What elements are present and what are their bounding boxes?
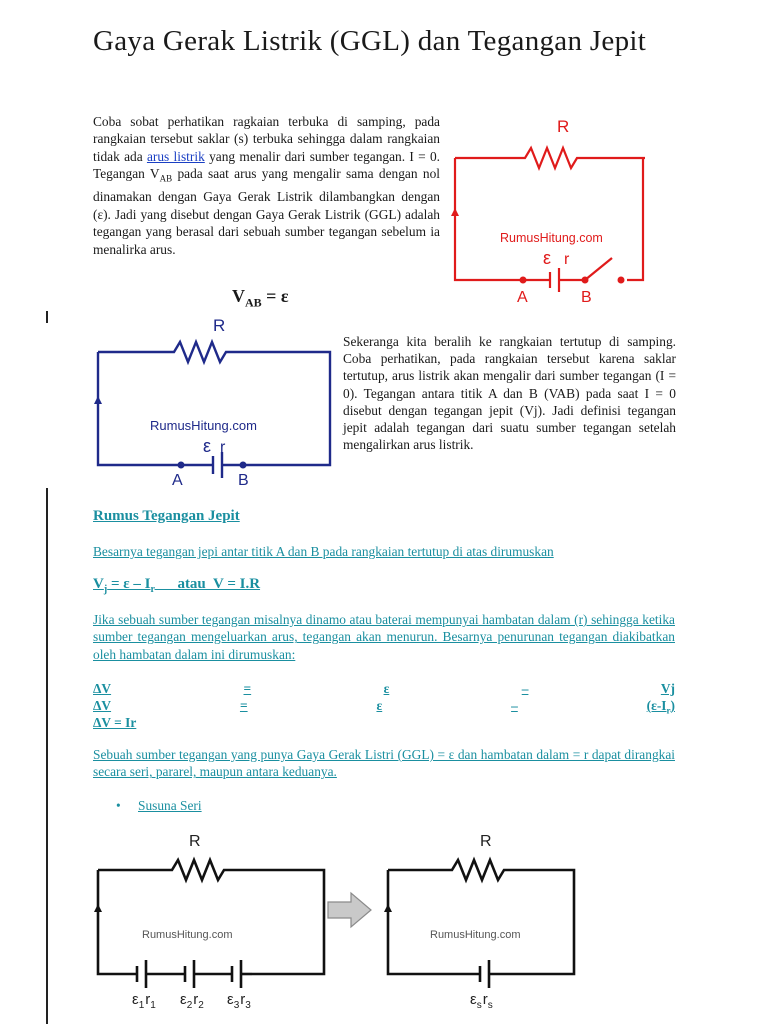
closed-circuit-b-label: B — [238, 472, 249, 489]
closed-circuit-watermark: RumusHitung.com — [150, 418, 257, 433]
section-intro: Besarnya tegangan jepi antar titik A dan B pada rangkaian tertutup di atas dirumuskan — [93, 544, 554, 559]
open-circuit-r-label: r — [564, 251, 570, 268]
series-resistor-label: R — [189, 833, 201, 850]
closed-circuit-r-label: r — [220, 439, 226, 456]
open-circuit-diagram — [445, 112, 645, 308]
vj-formula: $V_j = \varepsilon - I_r$ atau V = I.R — [93, 576, 261, 595]
bullet-dot: • — [116, 798, 121, 813]
equivalent-circuit-diagram — [382, 826, 582, 1024]
series-bullet-label: Susuna Seri — [138, 798, 202, 813]
page-title: Gaya Gerak Listrik (GGL) dan Tegangan Jepit — [93, 25, 647, 57]
voltage-drop-paragraph: Jika sebuah sumber tegangan misalnya dinamo atau baterai mempunyai hambatan dalam (r) sehingga ketika sumber tegangan mengeluarkan arus, tegangan akan menurun. Besarnya penurunan tegangan diakibatkan oleh hambatan dalam ini dirumuskan: — [93, 612, 675, 662]
closed-circuit-a-label: A — [172, 472, 183, 489]
section-title: Rumus Tegangan Jepit — [93, 508, 240, 524]
open-circuit-watermark: RumusHitung.com — [500, 231, 603, 245]
equivalent-watermark: RumusHitung.com — [430, 929, 521, 941]
equivalent-resistor-label: R — [480, 833, 492, 850]
closed-circuit-paragraph: Sekeranga kita beralih ke rangkaian tertutup di samping. Coba perhatikan, pada rangkaian tersebut karena saklar tertutup, arus listrik akan mengalir dari sumber tegangan (I = 0). Tegangan antara titik A dan B (VAB) pada saat I = 0 disebut dengan tegangan jepit (Vj). Jadi definisi tegangan jepit adalah tegangan dari suatu sumber tegangan setelah mengalirkan arus listrik. — [343, 334, 676, 453]
series-watermark: RumusHitung.com — [142, 929, 233, 941]
intro-paragraph: Coba sobat perhatikan ragkaian terbuka di samping, pada rangkaian tersebut saklar (s) terbuka sehingga dalam rangkaian tidak ada arus listrik yang menalir dari sumber tegangan. I = 0. Tegangan $V_{AB}$ pada saat arus yang mengalir sama dengan nol dinamakan dengan Gaya Gerak Listrik dilambangkan dengan (ε). Jadi yang disebut dengan Gaya Gerak Listrik (GGL) adalah tegangan yang berasal dari sebuah sumber tegangan sebelum ia menalirka arus. — [93, 114, 440, 257]
dv-row-3: ΔV = Ir — [93, 715, 137, 730]
series-cells-label: $\varepsilon_1r_1$ $\varepsilon_2r_2$ $\varepsilon_3r_3$ — [132, 991, 251, 1011]
closed-circuit-diagram — [92, 310, 337, 490]
equivalent-cell-label: $\varepsilon_sr_s$ — [470, 991, 493, 1011]
dv-row-1: ΔV = ε – Vj — [93, 681, 675, 696]
series-circuit-diagram — [92, 826, 332, 1024]
margin-mark-bottom — [46, 488, 48, 1024]
open-circuit-a-label: A — [517, 289, 528, 306]
open-circuit-emf-label: ε — [543, 248, 552, 268]
series-bullet — [116, 797, 202, 814]
vab-formula: $V_{AB} = \varepsilon$ — [232, 286, 289, 310]
dv-row-2: ΔV = ε – $(\varepsilon-I_r)$ — [93, 698, 675, 716]
series-parallel-paragraph: Sebuah sumber tegangan yang punya Gaya Gerak Listri (GGL) = ε dan hambatan dalam = r dapat dirangkai secara seri, pararel, maupun antara keduanya. — [93, 747, 675, 780]
open-circuit-b-label: B — [581, 289, 592, 306]
closed-circuit-emf-label: ε — [203, 436, 212, 456]
open-circuit-resistor-label: R — [557, 117, 570, 136]
margin-mark-top — [46, 311, 48, 323]
arus-listrik-link[interactable]: arus listrik — [146, 148, 205, 164]
closed-circuit-resistor-label: R — [213, 316, 226, 335]
arrow-right-icon — [325, 890, 375, 930]
